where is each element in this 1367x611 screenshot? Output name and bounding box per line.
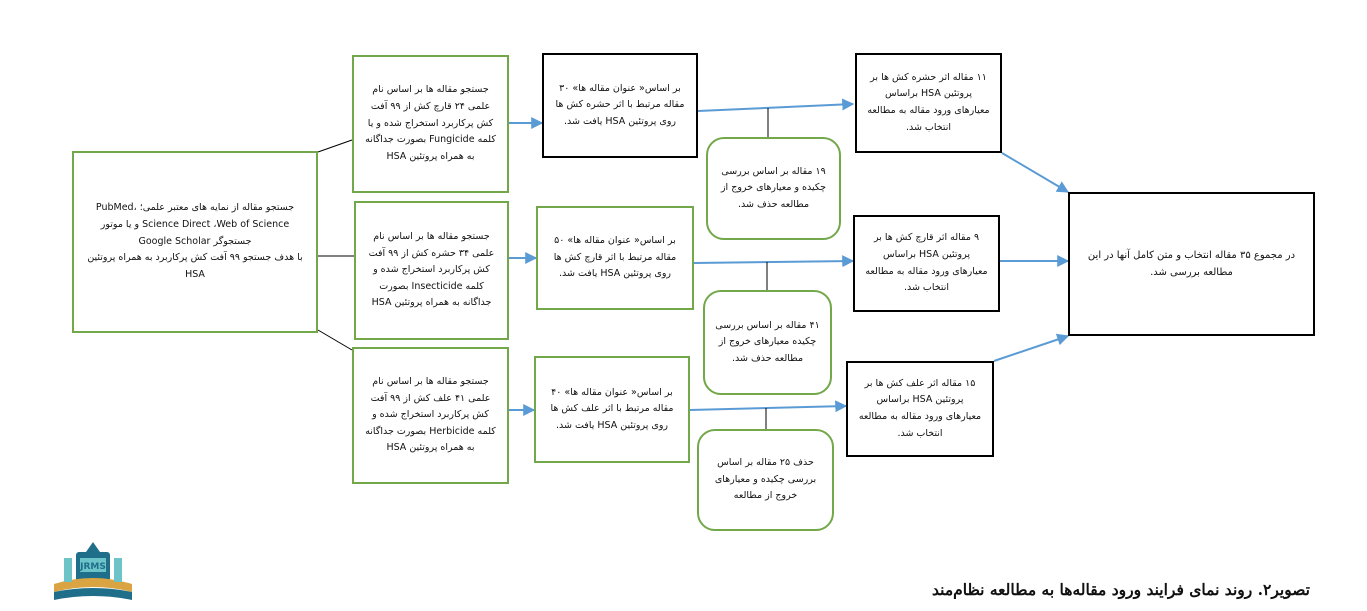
arrow-title-to-select-3 <box>690 406 846 410</box>
title-screen-box-3: بر اساس« عنوان مقاله ها» ۴۰ مقاله مرتبط با اثر علف کش ها روی پروتئین HSA یافت شد. <box>534 356 690 463</box>
figure-caption: تصویر۲. روند نمای فرایند ورود مقاله‌ها به مطالعه نظام‌مند <box>932 580 1310 599</box>
exclusion-box-1: ۱۹ مقاله بر اساس بررسی چکیده و معیارهای خروج از مطالعه حذف شد. <box>706 137 841 240</box>
arrow-select-3-to-final <box>994 336 1068 361</box>
title-screen-box-1: بر اساس« عنوان مقاله ها» ۳۰ مقاله مرتبط با اثر حشره کش ها روی پروتئین HSA یافت شد. <box>542 53 698 158</box>
connector-source-fungicide <box>318 140 352 152</box>
search-fungicide-box: جستجو مقاله ها بر اساس نام علمی ۲۴ قارچ کش از ۹۹ آفت کش پرکاربرد استخراج شده و یا کلمه Fungicide بصورت جداگانه به همراه پروتئین HSA <box>352 55 509 193</box>
search-insecticide-box: جستجو مقاله ها بر اساس نام علمی ۳۴ حشره کش از ۹۹ آفت کش پرکاربرد استخراج شده و کلمه Insecticide بصورت جداگانه به همراه پروتئین HSA <box>354 201 509 340</box>
selected-box-2: ۹ مقاله اثر قارچ کش ها بر پروتئین HSA براساس معیارهای ورود مقاله به مطالعه انتخاب شد. <box>853 215 1000 312</box>
logo-text: JRMS <box>80 562 106 572</box>
search-herbicide-box: جستجو مقاله ها بر اساس نام علمی ۴۱ علف کش از ۹۹ آفت کش پرکاربرد استخراج شده و کلمه Herbicide بصورت جداگانه به همراه پروتئین HSA <box>352 347 509 484</box>
selected-box-3: ۱۵ مقاله اثر علف کش ها بر پروتئین HSA براساس معیارهای ورود مقاله به مطالعه انتخاب شد. <box>846 361 994 457</box>
final-box: در مجموع ۳۵ مقاله انتخاب و متن کامل آنها در این مطالعه بررسی شد. <box>1068 192 1315 336</box>
arrow-title-to-select-2 <box>694 261 853 263</box>
title-screen-box-2: بر اساس« عنوان مقاله ها» ۵۰ مقاله مرتبط با اثر قارچ کش ها روی پروتئین HSA یافت شد. <box>536 206 694 310</box>
jrms-logo <box>50 540 136 606</box>
source-box: جستجو مقاله از نمایه های معتبر علمی؛ PubMed، Science Direct ،Web of Science و یا موتور جستجوگر Google Scholar با هدف جستجو ۹۹ آفت کش پرکاربرد به همراه پروتئین HSA <box>72 151 318 333</box>
connector-source-herbicide <box>318 330 352 350</box>
arrow-select-1-to-final <box>1002 153 1068 192</box>
exclusion-box-2: ۴۱ مقاله بر اساس بررسی چکیده معیارهای خروج از مطالعه حذف شد. <box>703 290 832 395</box>
exclusion-box-3: حذف ۲۵ مقاله بر اساس بررسی چکیده و معیارهای خروج از مطالعه <box>697 429 834 531</box>
source-connectors <box>318 140 354 350</box>
selected-box-1: ۱۱ مقاله اثر حشره کش ها بر پروتئین HSA براساس معیارهای ورود مقاله به مطالعه انتخاب شد. <box>855 53 1002 153</box>
arrow-title-to-select-1 <box>698 104 853 111</box>
